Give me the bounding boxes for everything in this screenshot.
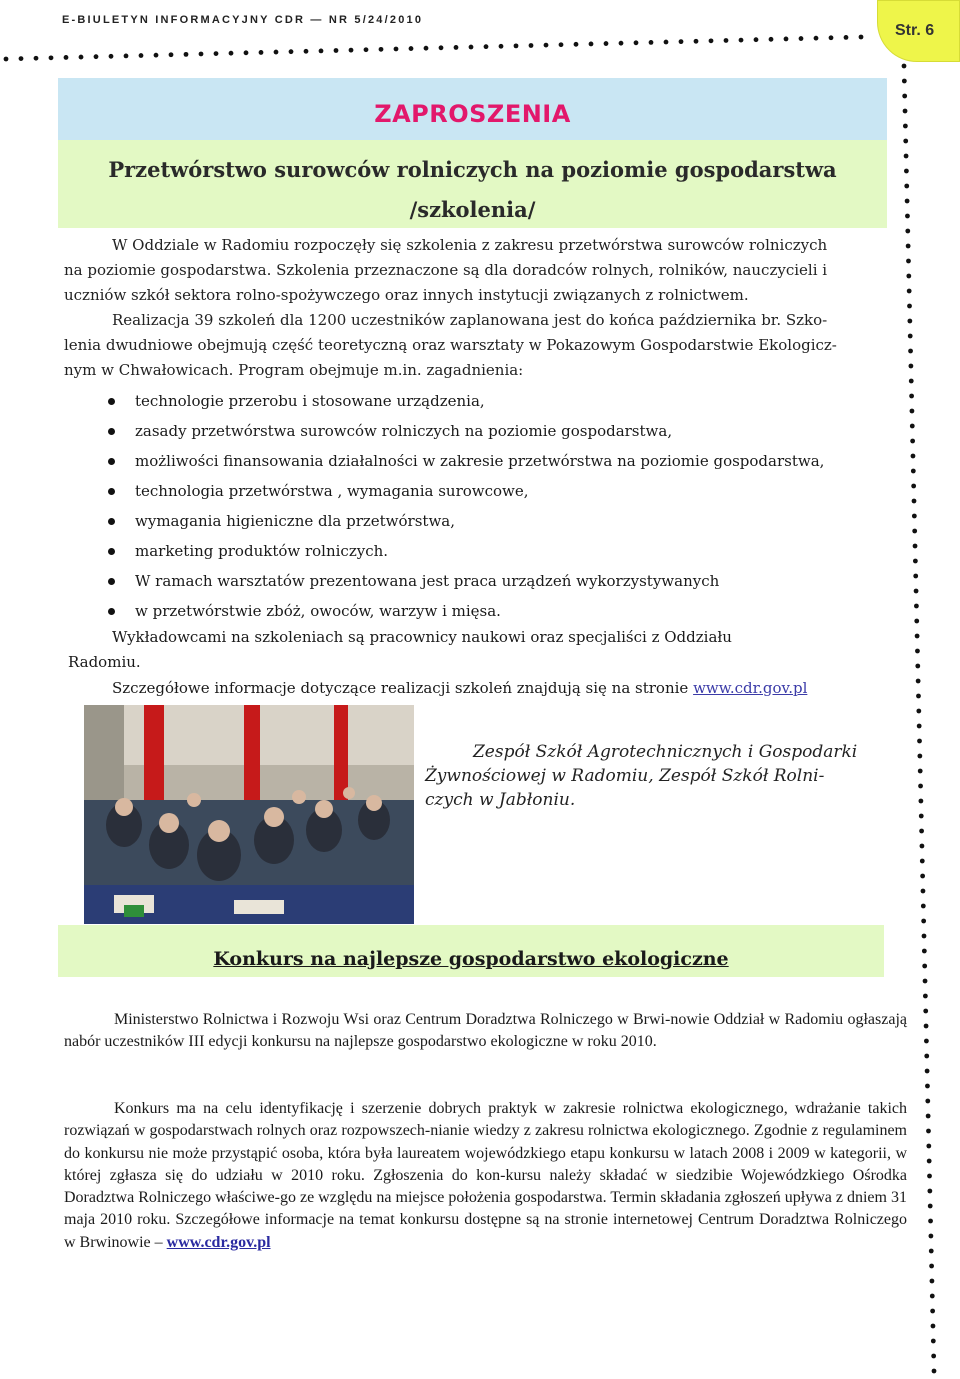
details-text: Szczegółowe informacje dotyczące realizacji szkoleń znajdują się na stronie <box>112 679 694 697</box>
list-item: technologie przerobu i stosowane urządzenia, <box>108 386 908 416</box>
intro-line: uczniów szkół sektora rolno-spożywczego oraz innych instytucji związanych z rolnictwem. <box>64 286 749 304</box>
intro-line: Realizacja 39 szkoleń dla 1200 uczestników zaplanowana jest do końca października br. Szko- <box>112 311 828 329</box>
caption-line3: czych w Jabłoniu. <box>425 790 576 810</box>
lecturers-line1: Wykładowcami na szkoleniach są pracownicy naukowi oraz specjaliści z Oddziału <box>112 628 732 646</box>
list-item: wymagania higieniczne dla przetwórstwa, <box>108 506 908 536</box>
contest-paragraph-1 <box>64 1009 907 1054</box>
list-item: marketing produktów rolniczych. <box>108 536 908 566</box>
contest-title: Konkurs na najlepsze gospodarstwo ekologiczne <box>213 948 729 970</box>
lecturers-line2: Radomiu. <box>68 653 141 671</box>
caption-line1: Zespół Szkół Agrotechnicznych i Gospodarki <box>473 742 858 762</box>
lecturers-paragraph <box>64 625 894 675</box>
contest-paragraph-2-text: Konkurs ma na celu identyfikację i szerzenie dobrych praktyk w zakresie rolnictwa ekologicznego, wdrażanie takich rozwiązań w gospodarstwach rolnych oraz rozpowszech-nianie wiedzy z zakresu rolnictwa ekologicznego. Zgodnie z regulaminem do konkursu nie może przystąpić osoba, która była laureatem wojewódzkiego etapu konkursu w latach 2008 i 2009 w kategorii, w której zgłasza się do udziału w 2010 roku. Zgłoszenia do kon-kursu należy składać w siedzibie Wojewódzkiego Ośrodka Doradztwa Rolniczego właściwe-go ze względu na miejsce położenia gospodarstwa. Termin składania zgłoszeń upływa z dniem 31 maja 2010 roku. Szczegółowe informacje na temat konkursu dostępne są na stronie internetowej Centrum Doradztwa Rolniczego w Brwinowie – <box>64 1100 907 1251</box>
bulletin-header: E-BIULETYN INFORMACYJNY CDR — NR 5/24/2010 <box>62 14 424 26</box>
list-item: W ramach warsztatów prezentowana jest praca urządzeń wykorzystywanych <box>108 566 908 596</box>
contest-paragraph-1-text: Ministerstwo Rolnictwa i Rozwoju Wsi oraz Centrum Doradztwa Rolniczego w Brwi-nowie Oddział w Radomiu ogłaszają nabór uczestników III edycji konkursu na najlepsze gospodarstwo ekologiczne w roku 2010. <box>64 1011 907 1051</box>
list-item: w przetwórstwie zbóż, owoców, warzyw i mięsa. <box>108 596 908 626</box>
list-item: zasady przetwórstwa surowców rolniczych na poziomie gospodarstwa, <box>108 416 908 446</box>
article-title-line2: /szkolenia/ <box>409 197 536 222</box>
details-paragraph <box>112 676 807 701</box>
topics-list <box>108 386 908 626</box>
cdr-contest-link[interactable]: www.cdr.gov.pl <box>166 1233 271 1251</box>
photo-caption <box>425 740 890 812</box>
intro-line: W Oddziale w Radomiu rozpoczęły się szkolenia z zakresu przetwórstwa surowców rolniczych <box>112 236 828 254</box>
training-photo-illustration <box>84 705 414 924</box>
list-item: możliwości finansowania działalności w zakresie przetwórstwa na poziomie gospodarstwa, <box>108 446 908 476</box>
caption-line2: Żywnościowej w Radomiu, Zespół Szkół Rolni- <box>425 766 825 786</box>
contest-paragraph-2 <box>64 1098 907 1254</box>
section-title: ZAPROSZENIA <box>374 100 571 128</box>
list-item: technologia przetwórstwa , wymagania surowcowe, <box>108 476 908 506</box>
cdr-website-link[interactable]: www.cdr.gov.pl <box>693 679 808 697</box>
intro-line: nym w Chwałowicach. Program obejmuje m.in. zagadnienia: <box>64 361 524 379</box>
intro-line: na poziomie gospodarstwa. Szkolenia przeznaczone są dla doradców rolnych, rolników, nauczycieli i <box>64 261 828 279</box>
top-dot-border <box>0 22 870 72</box>
training-photo <box>84 705 414 924</box>
page-number: Str. 6 <box>895 22 935 39</box>
article-title-line1: Przetwórstwo surowców rolniczych na poziomie gospodarstwa <box>108 157 837 182</box>
intro-paragraph <box>64 233 896 383</box>
intro-line: lenia dwudniowe obejmują część teoretyczną oraz warsztaty w Pokazowym Gospodarstwie Ekologicz- <box>64 336 837 354</box>
